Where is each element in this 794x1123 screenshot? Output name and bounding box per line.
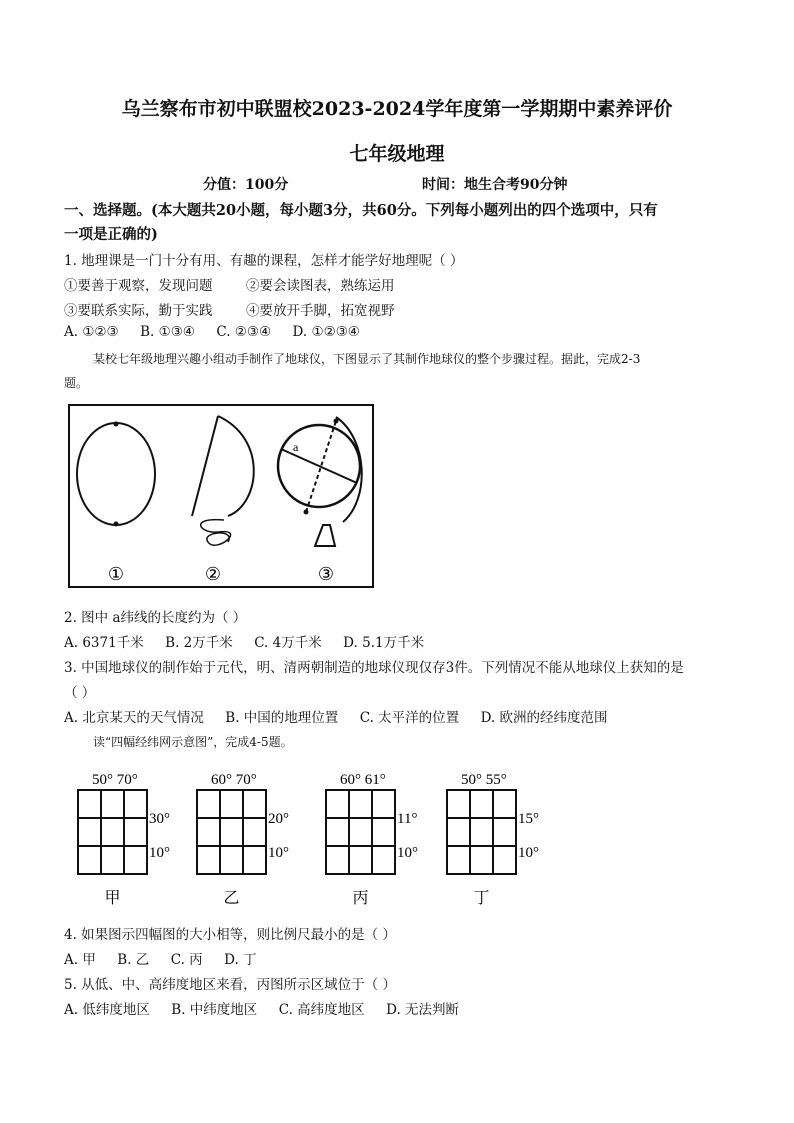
- globe-meridian-ring: [336, 417, 362, 522]
- south-pole-point: [304, 510, 309, 515]
- half-globe-shape: [218, 416, 254, 516]
- latitude-label-lower: 10°: [268, 845, 289, 861]
- intro-2-3-line1: 某校七年级地理兴趣小组动手制作了地球仪，下图显示了其制作地球仪的整个步骤过程。据此，完成2-3: [93, 352, 641, 366]
- longitude-labels: 60° 61°: [340, 772, 386, 788]
- question-5-choices: A. 低纬度地区 B. 中纬度地区 C. 高纬度地区 D. 无法判断: [64, 1002, 460, 1018]
- longitude-labels: 60° 70°: [211, 772, 257, 788]
- latitude-label-upper: 15°: [518, 811, 539, 827]
- question-2-choices: A. 6371千米 B. 2万千米 C. 4万千米 D. 5.1万千米: [64, 635, 425, 651]
- step-label-2: ②: [204, 564, 222, 584]
- grid-diagram-4: [447, 772, 539, 907]
- question-3-stem: 3. 中国地球仪的制作始于元代，明、清两朝制造的地球仪现仅存3件。下列情况不能从地球仪上获知的是: [64, 660, 684, 676]
- grid-diagram-2: [197, 772, 289, 907]
- grid-name: 丁: [473, 890, 490, 907]
- grid-diagram-3: [326, 772, 418, 907]
- grid-diagram-1: [78, 772, 170, 907]
- grid-frame: [447, 790, 516, 874]
- question-3-choices: A. 北京某天的天气情况 B. 中国的地理位置 C. 太平洋的位置 D. 欧洲的经纬度范围: [64, 710, 608, 726]
- section-heading-line1: 一、选择题。(本大题共20小题，每小题3分，共60分。下列每小题列出的四个选项中，只有: [64, 202, 658, 219]
- section-heading-line2: 一项是正确的): [64, 226, 158, 243]
- grid-frame: [197, 790, 266, 874]
- longitude-labels: 50° 70°: [92, 772, 138, 788]
- question-5-stem: 5. 从低、中、高纬度地区来看，丙图所示区域位于（ ）: [64, 977, 396, 993]
- exam-title: 乌兰察布市初中联盟校2023-2024学年度第一学期期中素养评价: [121, 98, 673, 120]
- ring-bottom-point: [114, 522, 119, 527]
- latitude-label-upper: 20°: [268, 811, 289, 827]
- latitude-label-lower: 10°: [518, 845, 539, 861]
- longitude-labels: 50° 55°: [461, 772, 507, 788]
- grid-name: 丙: [352, 890, 369, 907]
- exam-subtitle: 七年级地理: [349, 143, 445, 165]
- score-info: 分值：100分: [203, 177, 289, 193]
- question-1-choices: A. ①②③ B. ①③④ C. ②③④ D. ①②③④: [64, 324, 360, 340]
- latitude-label-lower: 10°: [149, 845, 170, 861]
- grid-frame: [326, 790, 395, 874]
- lat-long-grids-figure: [70, 765, 560, 910]
- question-1-statement-4: ④要放开手脚，拓宽视野: [246, 303, 395, 319]
- time-info: 时间：地生合考90分钟: [422, 177, 568, 193]
- parallel-label: a: [293, 440, 299, 454]
- globe-stand: [315, 525, 335, 546]
- north-pole-point: [334, 419, 339, 424]
- grid-frame: [78, 790, 147, 874]
- step-label-3: ③: [317, 564, 335, 584]
- question-3-stem-bracket: （ ）: [64, 685, 96, 701]
- intro-2-3-line2: 题。: [64, 376, 89, 390]
- axis-stick: [192, 416, 218, 516]
- ring-shape: [77, 423, 155, 525]
- question-1-statement-1: ①要善于观察，发现问题: [64, 278, 213, 294]
- latitude-label-upper: 11°: [397, 811, 418, 827]
- coil-spring: [201, 520, 231, 546]
- latitude-label-upper: 30°: [149, 811, 170, 827]
- figure-frame: [69, 405, 373, 587]
- globe-making-figure: [68, 404, 374, 588]
- step-label-1: ①: [107, 564, 125, 584]
- question-4-stem: 4. 如果图示四幅图的大小相等，则比例尺最小的是（ ）: [64, 927, 396, 943]
- grid-name: 甲: [104, 890, 121, 907]
- question-4-choices: A. 甲 B. 乙 C. 丙 D. 丁: [64, 952, 257, 968]
- ring-top-point: [114, 422, 119, 427]
- question-2-stem: 2. 图中 a纬线的长度约为（ ）: [64, 610, 247, 626]
- question-1-statement-3: ③要联系实际，勤于实践: [64, 303, 213, 319]
- question-1-stem: 1. 地理课是一门十分有用、有趣的课程，怎样才能学好地理呢（ ）: [64, 253, 464, 269]
- question-1-statement-2: ②要会读图表，熟练运用: [246, 278, 395, 294]
- latitude-label-lower: 10°: [397, 845, 418, 861]
- grid-name: 乙: [223, 890, 240, 907]
- intro-4-5: 读“四幅经纬网示意图”，完成4-5题。: [93, 735, 293, 749]
- parallel-line-a: [281, 449, 357, 483]
